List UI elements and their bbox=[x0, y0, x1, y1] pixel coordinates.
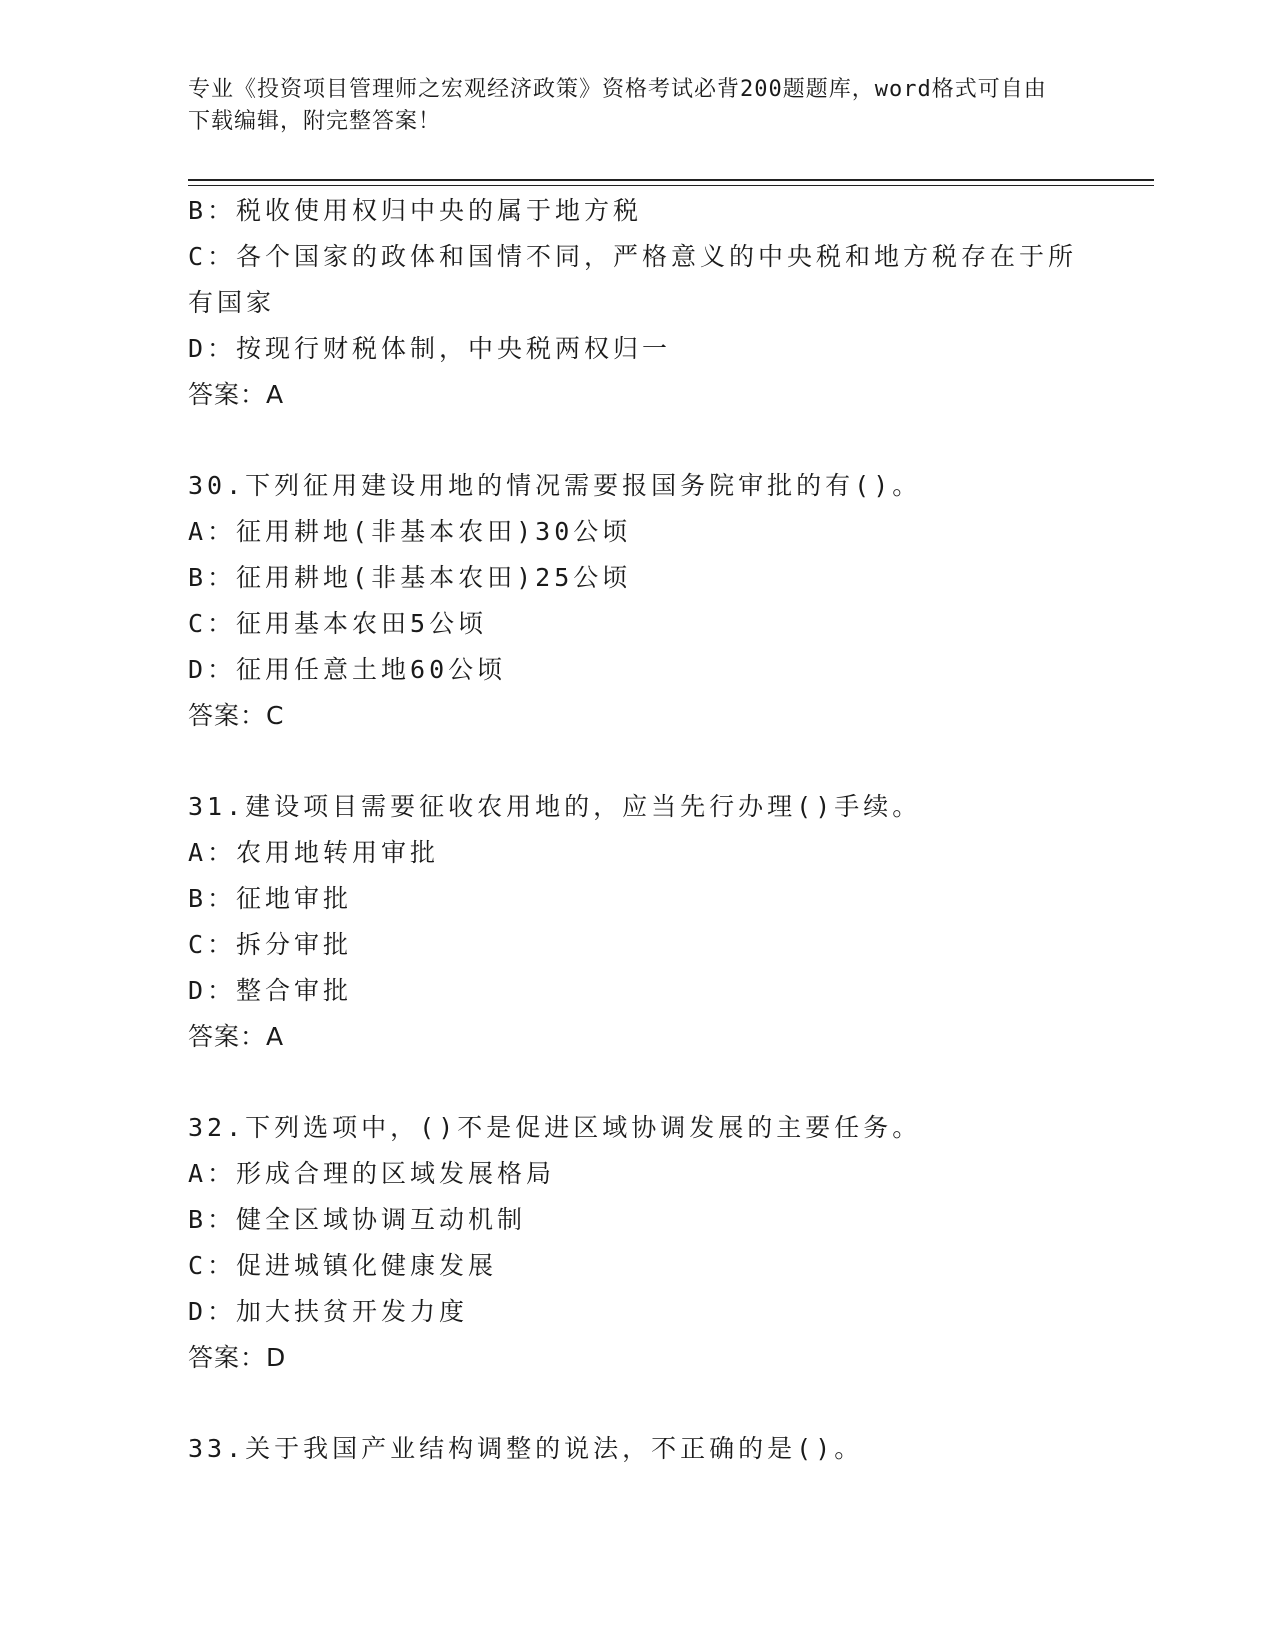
question-block-32 bbox=[188, 1105, 1088, 1381]
option-b: B：征用耕地(非基本农田)25公顷 bbox=[188, 563, 632, 592]
option-a: A：征用耕地(非基本农田)30公顷 bbox=[188, 517, 632, 546]
option-a: A：农用地转用审批 bbox=[188, 838, 440, 867]
option-c: C：拆分审批 bbox=[188, 930, 353, 959]
option-b: B：税收使用权归中央的属于地方税 bbox=[188, 196, 643, 225]
question-stem: 33.关于我国产业结构调整的说法，不正确的是()。 bbox=[188, 1434, 864, 1463]
option-b: B：征地审批 bbox=[188, 884, 353, 913]
option-c: C：征用基本农田5公顷 bbox=[188, 609, 488, 638]
header-divider-thin bbox=[188, 185, 1154, 186]
option-c: C：促进城镇化健康发展 bbox=[188, 1251, 498, 1280]
question-stem: 31.建设项目需要征收农用地的，应当先行办理()手续。 bbox=[188, 792, 922, 821]
question-block-31 bbox=[188, 784, 1088, 1060]
answer: 答案：A bbox=[188, 1022, 285, 1051]
option-a: A：形成合理的区域发展格局 bbox=[188, 1159, 556, 1188]
answer: 答案：D bbox=[188, 1343, 287, 1372]
question-list bbox=[188, 188, 1088, 1472]
question-stem: 32.下列选项中，()不是促进区域协调发展的主要任务。 bbox=[188, 1113, 922, 1142]
option-d: D：征用任意土地60公顷 bbox=[188, 655, 507, 684]
option-d: D：按现行财税体制，中央税两权归一 bbox=[188, 334, 672, 363]
option-d: D：整合审批 bbox=[188, 976, 353, 1005]
answer: 答案：C bbox=[188, 701, 285, 730]
option-c: C：各个国家的政体和国情不同，严格意义的中央税和地方税存在于所有国家 bbox=[188, 242, 1078, 317]
question-block-prev bbox=[188, 188, 1088, 418]
question-block-30 bbox=[188, 463, 1088, 739]
question-block-33 bbox=[188, 1426, 1088, 1472]
header-divider bbox=[188, 179, 1154, 181]
question-stem: 30.下列征用建设用地的情况需要报国务院审批的有()。 bbox=[188, 471, 922, 500]
option-d: D：加大扶贫开发力度 bbox=[188, 1297, 469, 1326]
document-header: 专业《投资项目管理师之宏观经济政策》资格考试必背200题题库，word格式可自由下载编辑，附完整答案！ bbox=[188, 77, 1047, 134]
option-b: B：健全区域协调互动机制 bbox=[188, 1205, 527, 1234]
answer: 答案：A bbox=[188, 380, 285, 409]
